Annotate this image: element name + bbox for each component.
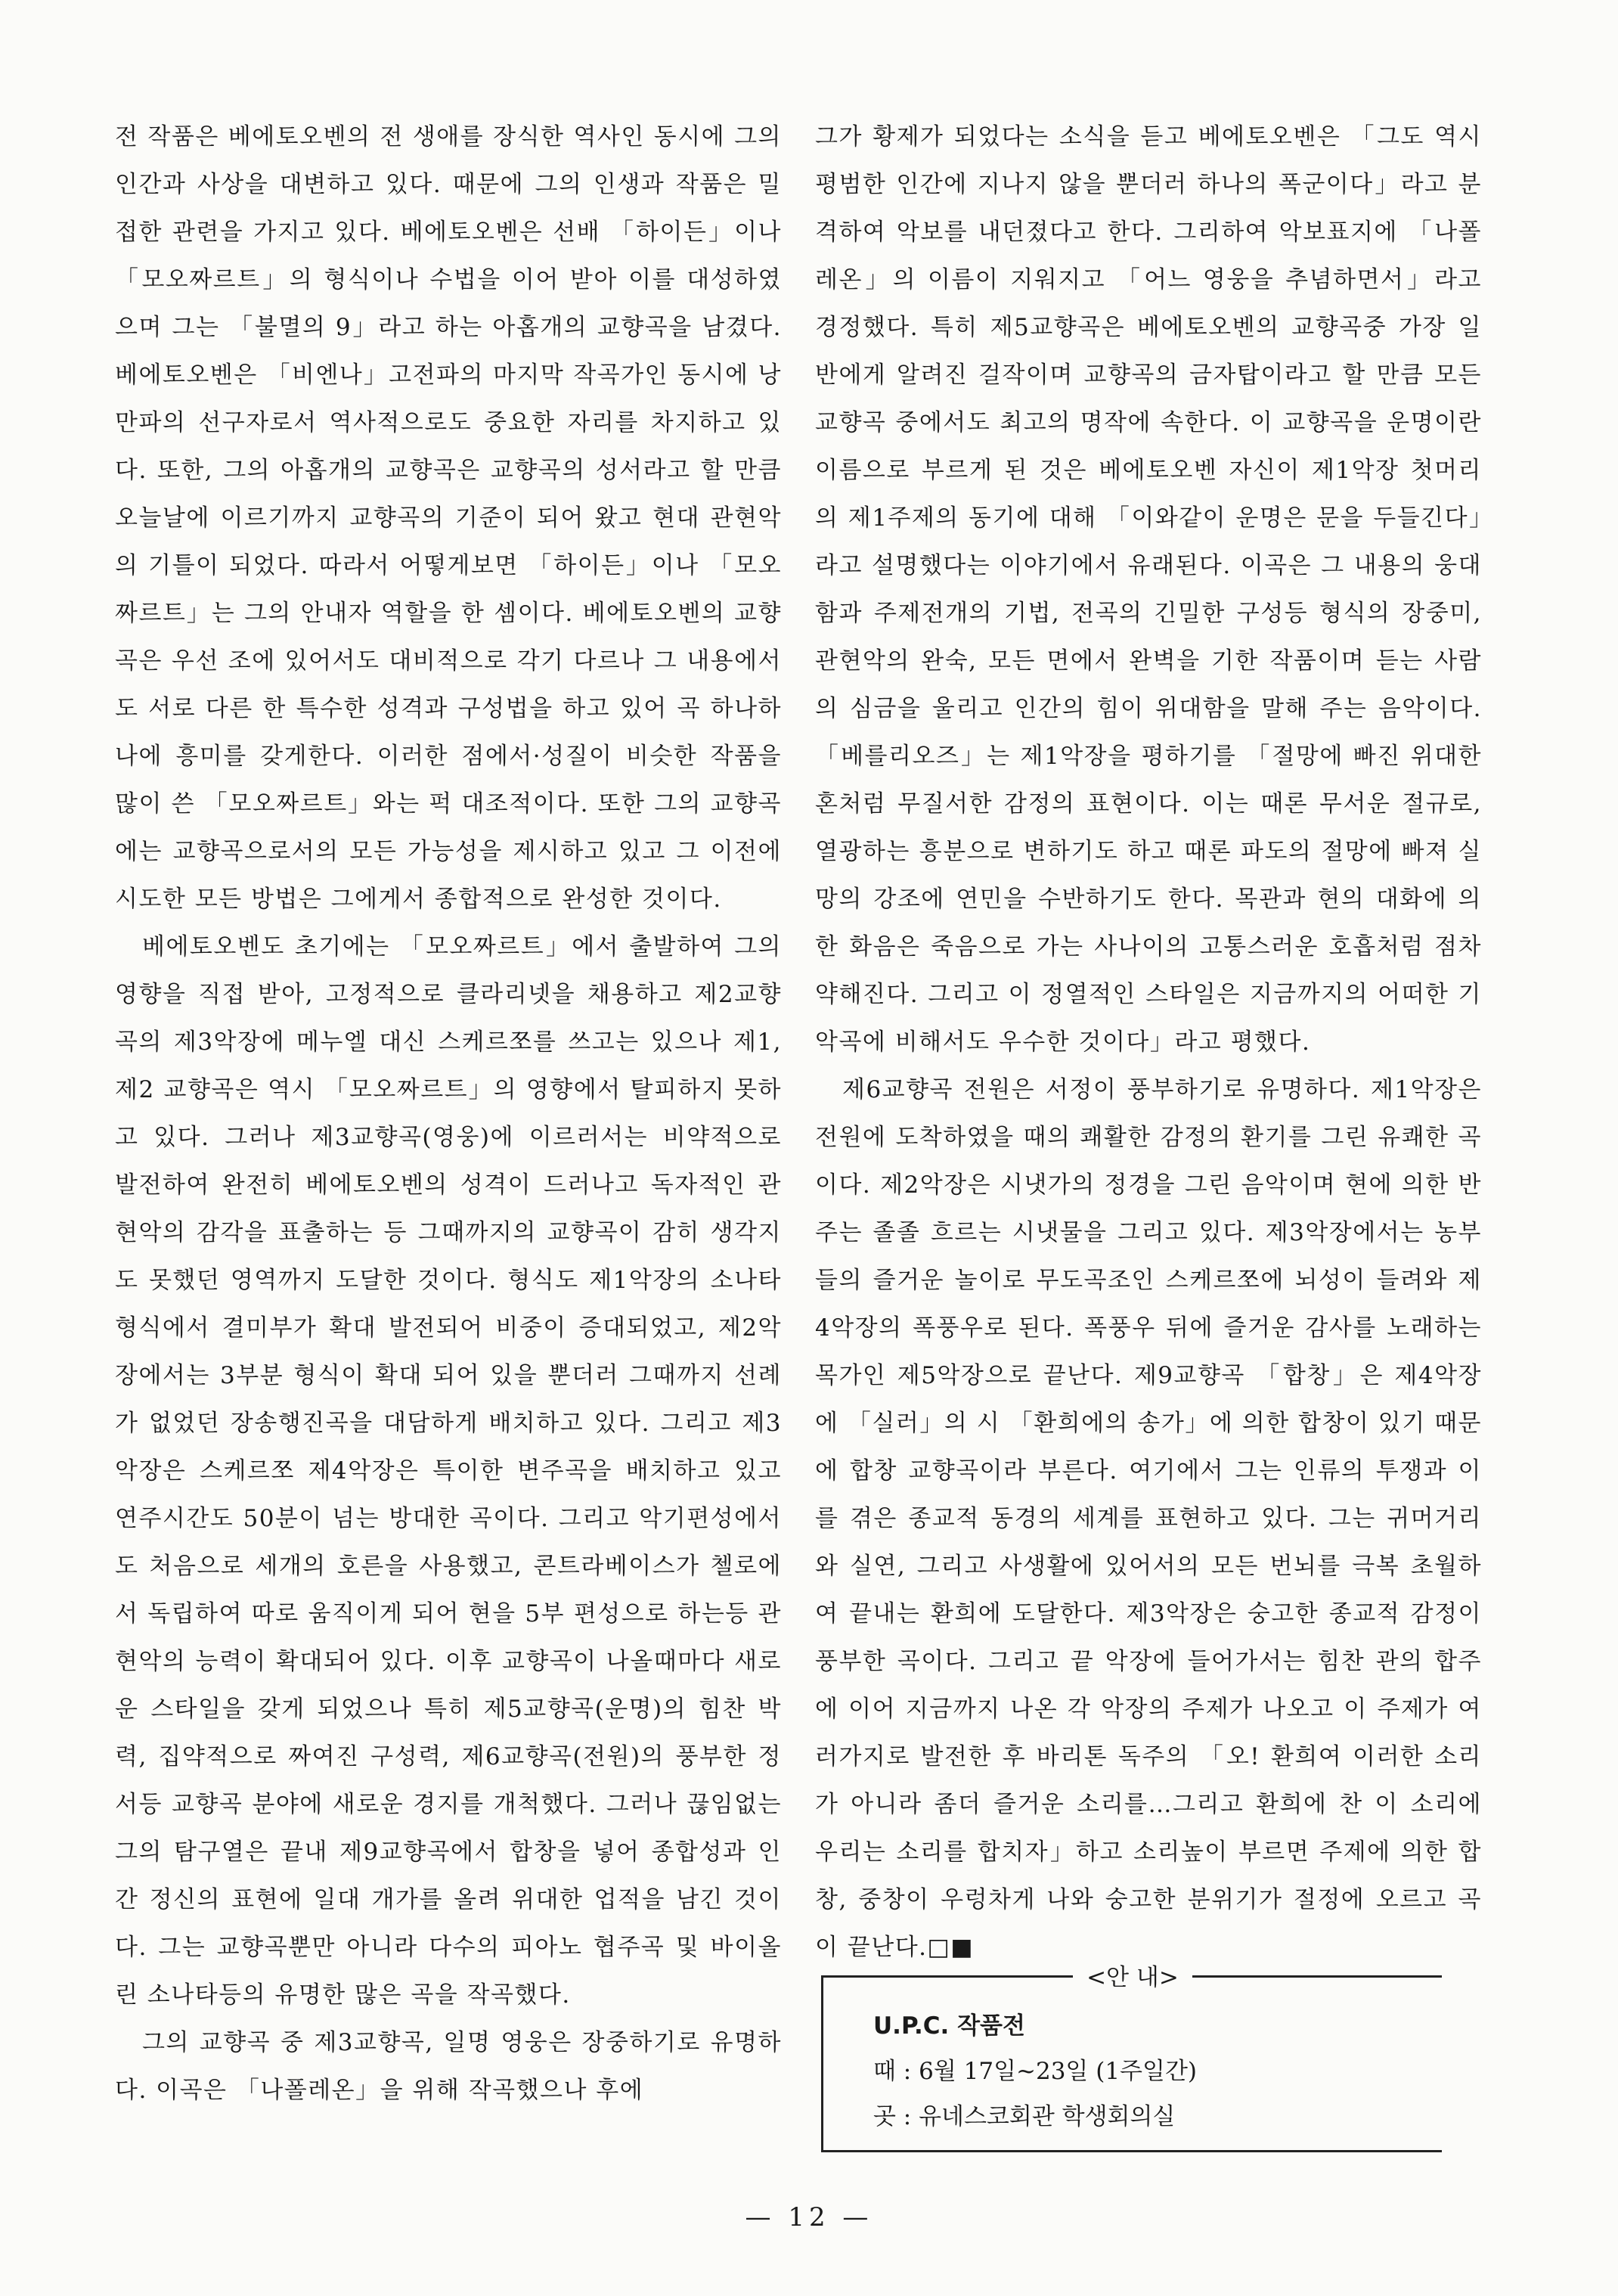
left-paragraph-1: 전 작품은 베에토오벤의 전 생애를 장식한 역사인 동시에 그의 인간과 사상을 대변하고 있다. 때문에 그의 인생과 작품은 밀접한 관련을 가지고 있다. 베에토오벤은 선배 「하이든」이나 「모오짜르트」의 형식이나 수법을 이어 받아 이를 대성하였으며 그는 「불멸의 9」라고 하는 아홉개의 교향곡을 남겼다. 베에토오벤은 「비엔나」고전파의 마지막 작곡가인 동시에 낭만파의 선구자로서 역사적으로도 중요한 자리를 차지하고 있다. 또한, 그의 아홉개의 교향곡은 교향곡의 성서라고 할 만큼 오늘날에 이르기까지 교향곡의 기준이 되어 왔고 현대 관현악의 기틀이 되었다. 따라서 어떻게보면 「하이든」이나 「모오짜르트」는 그의 안내자 역할을 한 셈이다. 베에토오벤의 교향곡은 우선 조에 있어서도 대비적으로 각기 다르나 그 내용에서도 서로 다른 한 특수한 성격과 구성법을 하고 있어 곡 하나하나에 흥미를 갖게한다. 이러한 점에서·성질이 비슷한 작품을 많이 쓴 「모오짜르트」와는 퍽 대조적이다. 또한 그의 교향곡에는 교향곡으로서의 모든 가능성을 제시하고 있고 그 이전에 시도한 모든 방법은 그에게서 종합적으로 완성한 것이다. xyxy=(115,123,782,913)
notice-place: 곳 : 유네스코회관 학생회의실 xyxy=(873,2103,1176,2130)
left-column xyxy=(115,113,782,2114)
notice-title: <안 내> xyxy=(1073,1964,1192,1991)
page-number: — 12 — xyxy=(745,2202,873,2232)
right-paragraph-2: 제6교향곡 전원은 서정이 풍부하기로 유명하다. 제1악장은 전원에 도착하였을 때의 쾌활한 감정의 환기를 그린 유쾌한 곡이다. 제2악장은 시냇가의 정경을 그린 음악이며 현에 의한 반주는 졸졸 흐르는 시냇물을 그리고 있다. 제3악장에서는 농부들의 즐거운 놀이로 무도곡조인 스케르쪼에 뇌성이 들려와 제4악장의 폭풍우로 된다. 폭풍우 뒤에 즐거운 감사를 노래하는 목가인 제5악장으로 끝난다. 제9교향곡 「합창」은 제4악장에 「실러」의 시 「환희에의 송가」에 의한 합창이 있기 때문에 합창 교향곡이라 부른다. 여기에서 그는 인류의 투쟁과 이를 겪은 종교적 동경의 세계를 표현하고 있다. 그는 귀머거리와 실연, 그리고 사생활에 있어서의 모든 번뇌를 극복 초월하여 끝내는 환희에 도달한다. 제3악장은 숭고한 종교적 감정이 풍부한 곡이다. 그리고 끝 악장에 들어가서는 힘찬 관의 합주에 이어 지금까지 나온 각 악장의 주제가 나오고 이 주제가 여러가지로 발전한 후 바리톤 독주의 「오! 환희여 이러한 소리가 아니라 좀더 즐거운 소리를…그리고 환희에 찬 이 소리에 우리는 소리를 합치자」하고 소리높이 부르면 주제에 의한 합창, 중창이 우렁차게 나와 숭고한 분위기가 절정에 오르고 곡이 끝난다.□■ xyxy=(815,1076,1482,1961)
right-column xyxy=(815,113,1482,1972)
notice-date: 때 : 6월 17일~23일 (1주일간) xyxy=(873,2058,1197,2085)
notice-body xyxy=(873,2003,1197,2139)
left-paragraph-3: 그의 교향곡 중 제3교향곡, 일명 영웅은 장중하기로 유명하다. 이곡은 「나폴레온」을 위해 작곡했으나 후에 xyxy=(115,2029,782,2104)
notice-event: U.P.C. 작품전 xyxy=(873,2012,1025,2040)
right-paragraph-1: 그가 황제가 되었다는 소식을 듣고 베에토오벤은 「그도 역시 평범한 인간에 지나지 않을 뿐더러 하나의 폭군이다」라고 분격하여 악보를 내던졌다고 한다. 그리하여 악보표지에 「나폴레온」의 이름이 지워지고 「어느 영웅을 추념하면서」라고 경정했다. 특히 제5교향곡은 베에토오벤의 교향곡중 가장 일반에게 알려진 걸작이며 교향곡의 금자탑이라고 할 만큼 모든 교향곡 중에서도 최고의 명작에 속한다. 이 교향곡을 운명이란 이름으로 부르게 된 것은 베에토오벤 자신이 제1악장 첫머리의 제1주제의 동기에 대해 「이와같이 운명은 문을 두들긴다」라고 설명했다는 이야기에서 유래된다. 이곡은 그 내용의 웅대함과 주제전개의 기법, 전곡의 긴밀한 구성등 형식의 장중미, 관현악의 완숙, 모든 면에서 완벽을 기한 작품이며 듣는 사람의 심금을 울리고 인간의 힘이 위대함을 말해 주는 음악이다. 「베를리오즈」는 제1악장을 평하기를 「절망에 빠진 위대한 혼처럼 무질서한 감정의 표현이다. 이는 때론 무서운 절규로, 열광하는 흥분으로 변하기도 하고 때론 파도의 절망에 빠져 실망의 강조에 연민을 수반하기도 한다. 목관과 현의 대화에 의한 화음은 죽음으로 가는 사나이의 고통스러운 호흡처럼 점차 약해진다. 그리고 이 정열적인 스타일은 지금까지의 어떠한 기악곡에 비해서도 우수한 것이다」라고 평했다. xyxy=(815,123,1482,1056)
left-paragraph-2: 베에토오벤도 초기에는 「모오짜르트」에서 출발하여 그의 영향을 직접 받아, 고정적으로 클라리넷을 채용하고 제2교향곡의 제3악장에 메누엘 대신 스케르쪼를 쓰고는 있으나 제1, 제2 교향곡은 역시 「모오짜르트」의 영향에서 탈피하지 못하고 있다. 그러나 제3교향곡(영웅)에 이르러서는 비약적으로 발전하여 완전히 베에토오벤의 성격이 드러나고 독자적인 관현악의 감각을 표출하는 등 그때까지의 교향곡이 감히 생각지도 못했던 영역까지 도달한 것이다. 형식도 제1악장의 소나타 형식에서 결미부가 확대 발전되어 비중이 증대되었고, 제2악장에서는 3부분 형식이 확대 되어 있을 뿐더러 그때까지 선례가 없었던 장송행진곡을 대담하게 배치하고 있다. 그리고 제3악장은 스케르쪼 제4악장은 특이한 변주곡을 배치하고 있고 연주시간도 50분이 넘는 방대한 곡이다. 그리고 악기편성에서도 처음으로 세개의 호른을 사용했고, 콘트라베이스가 첼로에서 독립하여 따로 움직이게 되어 현을 5부 편성으로 하는등 관현악의 능력이 확대되어 있다. 이후 교향곡이 나올때마다 새로운 스타일을 갖게 되었으나 특히 제5교향곡(운명)의 힘찬 박력, 집약적으로 짜여진 구성력, 제6교향곡(전원)의 풍부한 정서등 교향곡 분야에 새로운 경지를 개척했다. 그러나 끊임없는 그의 탐구열은 끝내 제9교향곡에서 합창을 넣어 종합성과 인간 정신의 표현에 일대 개가를 올려 위대한 업적을 남긴 것이다. 그는 교향곡뿐만 아니라 다수의 피아노 협주곡 및 바이올린 소나타등의 유명한 많은 곡을 작곡했다. xyxy=(115,933,782,2009)
notice-box xyxy=(821,1964,1442,2152)
